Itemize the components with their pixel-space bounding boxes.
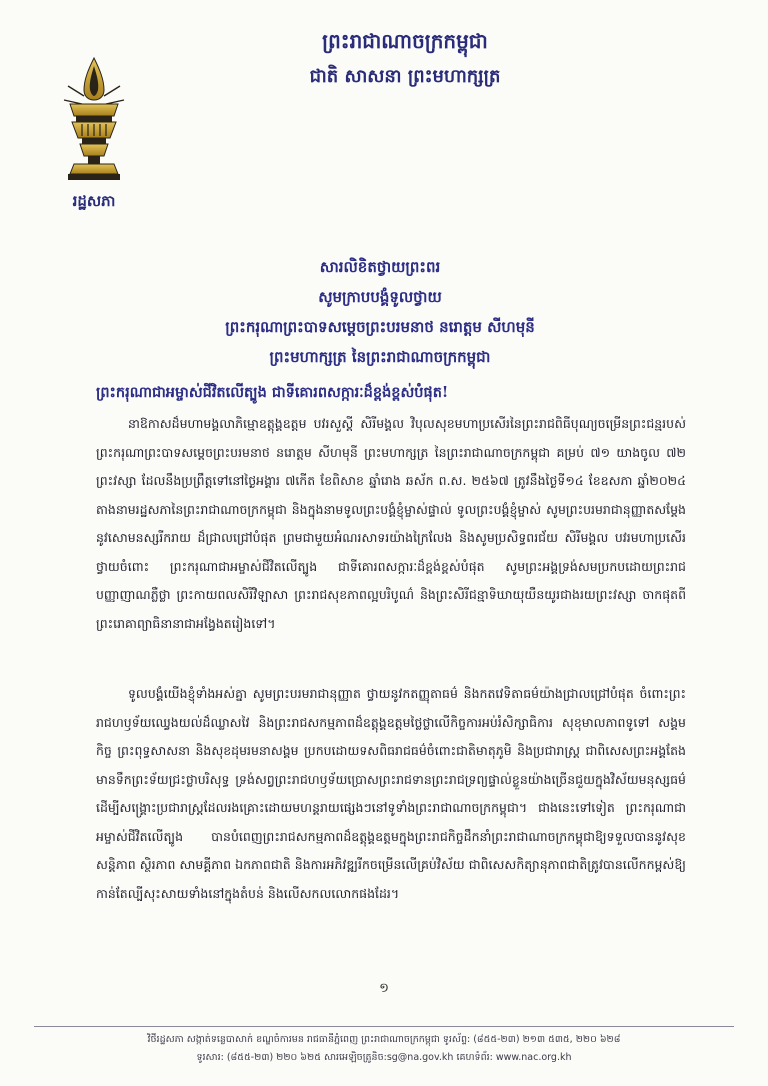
footer-contact: ទូរសារ: (៨៥៥-២៣) ២២០ ៦២៥ សារអេឡិចត្រូនិច:sg@na.gov.kh គេហទំព័រ: www.nac.org.kh (196, 1052, 572, 1063)
footer-address: វិថីរដ្ឋសភា សង្កាត់ទន្លេបាសាក់ ខណ្ឌចំការមន រាជធានីភ្នំពេញ ព្រះរាជាណាចក្រកម្ពុជា ទូរស័ព្ទ: (៨៥៥-២៣) ២១៣ ៥៣៥, ២២០ ៦២៨ (147, 1034, 621, 1045)
motto-kingdom: ព្រះរាជាណាចក្រកម្ពុជា (322, 29, 488, 53)
motto-nation-religion-king: ជាតិ សាសនា ព្រះមហាក្សត្រ (309, 66, 501, 87)
paragraph-2-text: ទូលបង្គំយើងខ្ញុំទាំងអស់គ្នា សូមព្រះបរមរាជានុញ្ញាត ថ្វាយនូវកតញ្ញុតាធម៌ និងកតវេទិតាធម៌យ៉ាងជ្រាលជ្រៅបំផុត ចំពោះព្រះរាជហឫទ័យឈ្វេងយល់ដ៏ឈ្លាសវៃ និងព្រះរាជសកម្មភាពដ៏ឧត្តុង្គឧត្តមថ្លៃថ្លាលើកិច្ចការអប់រំសិក្សាធិការ សុខុមាលភាពទូទៅ សង្គមកិច្ច ព្រះពុទ្ធសាសនា និងសុខដុមរមនាសង្គម ប្រកបដោយទសពិធរាជធម៌ចំពោះជាតិមាតុភូមិ និងប្រជារាស្ត្រ ជាពិសេសព្រះអង្គតែងមានទឹកព្រះទ័យជ្រះថ្លាបរិសុទ្ធ ទ្រង់សព្វព្រះរាជហឫទ័យប្រោសព្រះរាជទានព្រះរាជទ្រព្យផ្ទាល់ខ្លួនយ៉ាងច្រើនជួយក្នុងវិស័យមនុស្សធម៌ ដើម្បីសង្គ្រោះប្រជារាស្ត្រដែលរងគ្រោះដោយមហន្តរាយផ្សេងៗនៅទូទាំងព្រះរាជាណាចក្រកម្ពុជា។ ជាងនេះទៅទៀត ព្រះករុណាជាអម្ចាស់ជីវិតលើត្បូង បានបំពេញព្រះរាជសកម្មភាពដ៏ឧត្តុង្គឧត្តមក្នុងព្រះរាជកិច្ចដឹកនាំព្រះរាជាណាចក្រកម្ពុជាឱ្យទទួលបាននូវសុខសន្តិភាព ស្ថិរភាព សាមគ្គីភាព ឯកភាពជាតិ និងការអភិវឌ្ឍរីកចម្រើនលើគ្រប់វិស័យ ជាពិសេសកិត្យានុភាពជាតិត្រូវបានលើកកម្ពស់ឱ្យកាន់តែល្បីសុះសាយទាំងនៅក្នុងតំបន់ និងលើសកលលោកផងដែរ។ (96, 686, 686, 901)
footer-divider (34, 1026, 734, 1027)
letter-title: សារលិខិតថ្វាយព្រះពរ (319, 258, 441, 276)
salutation: ព្រះករុណាជាអម្ចាស់ជីវិតលើត្បូង ជាទីគោរពសក្ការៈដ៏ខ្ពង់ខ្ពស់បំផុត! (96, 384, 449, 401)
national-assembly-emblem-icon (58, 56, 130, 186)
body-paragraph-1 (96, 410, 686, 665)
body-paragraph-2 (96, 680, 686, 1010)
paragraph-1-text: នាឱកាសដ៏មហាមង្គលាភិម្មោឧត្តុង្គឧត្តម បវរសួស្តី សិរីមង្គល វិបុលសុខមហាប្រសើរនៃព្រះរាជពិធីបុណ្យចម្រើនព្រះជន្មរបស់ ព្រះករុណាព្រះបាទសម្តេចព្រះបរមនាថ នរោត្តម សីហមុនី ព្រះមហាក្សត្រ នៃព្រះរាជាណាចក្រកម្ពុជា គម្រប់ ៧១ យាងចូល ៧២ ព្រះវស្សា ដែលនឹងប្រព្រឹត្តទៅនៅថ្ងៃអង្គារ ៧កើត ខែពិសាខ ឆ្នាំរោង ឆស័ក ព.ស. ២៥៦៧ ត្រូវនឹងថ្ងៃទី១៤ ខែឧសភា ឆ្នាំ២០២៤ តាងនាមរដ្ឋសភានៃព្រះរាជាណាចក្រកម្ពុជា និងក្នុងនាមទូលព្រះបង្គំខ្ញុំម្ចាស់ផ្ទាល់ ទូលព្រះបង្គំខ្ញុំម្ចាស់ សូមព្រះបរមរាជានុញ្ញាតសម្តែងនូវសោមនស្សរីករាយ ដ៏ជ្រាលជ្រៅបំផុត ព្រមជាមួយអំណរសាទរយ៉ាងក្រៃលែង និងសូមប្រសិទ្ធពរជ័យ សិរីមង្គល បវរមហាប្រសើរថ្វាយចំពោះ ព្រះករុណាជាអម្ចាស់ជីវិតលើត្បូង ជាទីគោរពសក្ការៈដ៏ខ្ពង់ខ្ពស់បំផុត សូមព្រះអង្គទ្រង់សមប្រកបដោយព្រះរាជបញ្ញាញាណភ្លឺថ្លា ព្រះកាយពលសិរីវិឡាសា ព្រះរាជសុខភាពល្អបរិបូណ៌ និងព្រះសិរីជន្មាទិឃាយុយឺនយូរជាងរយព្រះវស្សា ចាកផុតពីព្រះរោគាព្យាធិនានាជាអង្វែងតរៀងទៅ។ (96, 416, 686, 631)
addressee-name: ព្រះករុណាព្រះបាទសម្តេចព្រះបរមនាថ នរោត្តម សីហមុនី (225, 318, 535, 336)
organization-name: រដ្ឋសភា (72, 192, 116, 210)
addressee-title: ព្រះមហាក្សត្រ នៃព្រះរាជាណាចក្រកម្ពុជា (269, 348, 491, 366)
page-number: ១ (379, 981, 389, 996)
letter-subtitle: សូមក្រាបបង្គំទូលថ្វាយ (318, 288, 442, 306)
